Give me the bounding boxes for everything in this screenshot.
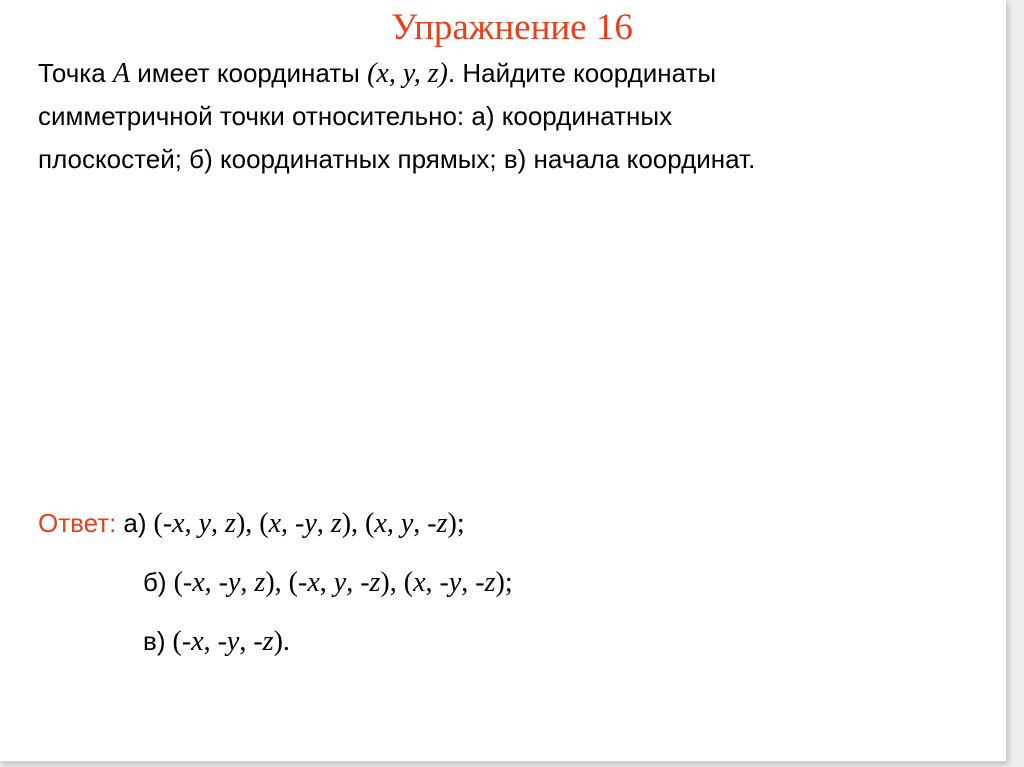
- answer-line-a: [38, 508, 465, 540]
- problem-line-3-period: .: [748, 144, 756, 174]
- answer-line-b: [143, 567, 513, 599]
- answer-b-letter: б): [143, 567, 167, 597]
- answer-a-text: (-x, y, z), (x, -y, z), (x, y, -z);: [153, 508, 465, 539]
- problem-text-mid: имеет координаты: [130, 58, 368, 88]
- problem-text-end: . Найдите координаты: [447, 58, 717, 88]
- problem-line-3: [38, 138, 978, 181]
- answer-a-letter: а): [123, 508, 147, 538]
- point-coordinates: (x, y, z): [367, 58, 448, 89]
- problem-line-2: симметричной точки относительно: а) координатных: [38, 101, 673, 131]
- answer-c-text: (-x, -y, -z).: [172, 626, 290, 657]
- answer-label: Ответ:: [38, 508, 117, 538]
- answer-c-letter: в): [143, 626, 166, 656]
- problem-line-3-text: плоскостей; б) координатных прямых; в) начала координат: [38, 144, 749, 174]
- problem-line-1: [38, 52, 978, 95]
- problem-statement: [38, 52, 978, 181]
- answer-line-c: [143, 626, 290, 658]
- point-name: A: [112, 58, 131, 89]
- answer-b-text: (-x, -y, z), (-x, y, -z), (x, -y, -z);: [173, 567, 513, 598]
- exercise-title: Упражнение 16: [391, 7, 633, 48]
- problem-text-start: Точка: [38, 58, 113, 88]
